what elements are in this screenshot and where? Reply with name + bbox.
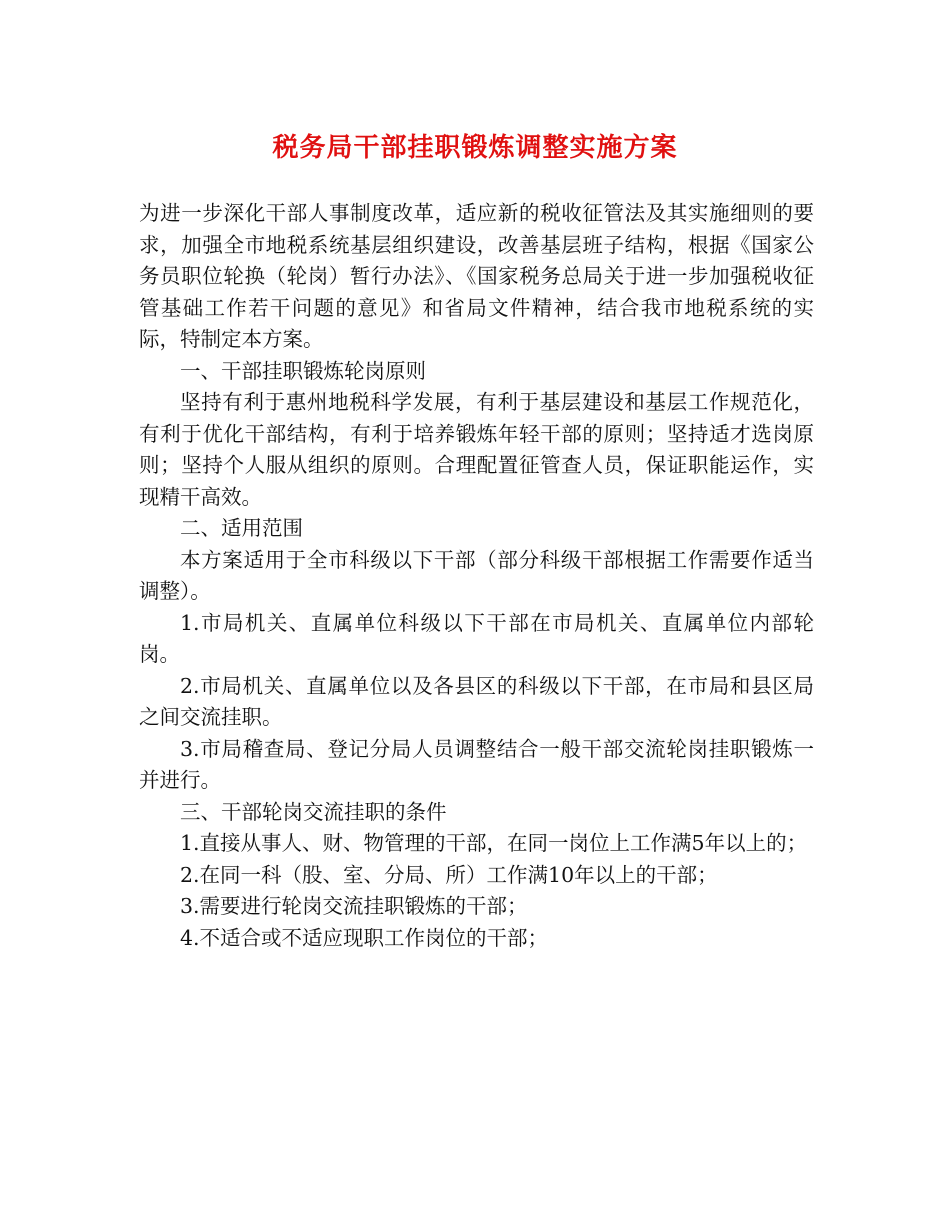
document-body [139,198,814,954]
list-item-condition-3: 3.需要进行轮岗交流挂职锻炼的干部； [180,894,528,918]
list-item-condition-2: 2.在同一科（股、室、分局、所）工作满10年以上的干部； [180,862,718,887]
section-heading-scope: 二、适用范围 [180,516,303,540]
list-item-scope-1: 1.市局机关、直属单位科级以下干部在市局机关、直属单位内部轮岗。 [139,610,814,666]
section-heading-conditions: 三、干部轮岗交流挂职的条件 [180,799,447,824]
section-heading-principles: 一、干部挂职锻炼轮岗原则 [180,358,426,383]
list-item-condition-4: 4.不适合或不适应现职工作岗位的干部； [180,925,549,950]
paragraph-principles: 坚持有利于惠州地税科学发展，有利于基层建设和基层工作规范化，有利于优化干部结构，有利于培养锻炼年轻干部的原则；坚持适才选岗原则；坚持个人服从组织的原则。合理配置征管查人员，保证职能运作，实现精干高效。 [139,390,814,509]
list-item-scope-3: 3.市局稽查局、登记分局人员调整结合一般干部交流轮岗挂职锻炼一并进行。 [139,736,814,792]
paragraph-intro: 为进一步深化干部人事制度改革，适应新的税收征管法及其实施细则的要求，加强全市地税系统基层组织建设，改善基层班子结构，根据《国家公务员职位轮换（轮岗）暂行办法》、《国家税务总局关于进一步加强税收征管基础工作若干问题的意见》和省局文件精神，结合我市地税系统的实际，特制定本方案。 [139,201,814,351]
document-title: 税务局干部挂职锻炼调整实施方案 [272,133,678,163]
list-item-condition-1: 1.直接从事人、财、物管理的干部，在同一岗位上工作满5年以上的； [180,831,808,855]
paragraph-scope: 本方案适用于全市科级以下干部（部分科级干部根据工作需要作适当调整）。 [139,547,814,603]
list-item-scope-2: 2.市局机关、直属单位以及各县区的科级以下干部，在市局和县区局之间交流挂职。 [139,673,814,729]
